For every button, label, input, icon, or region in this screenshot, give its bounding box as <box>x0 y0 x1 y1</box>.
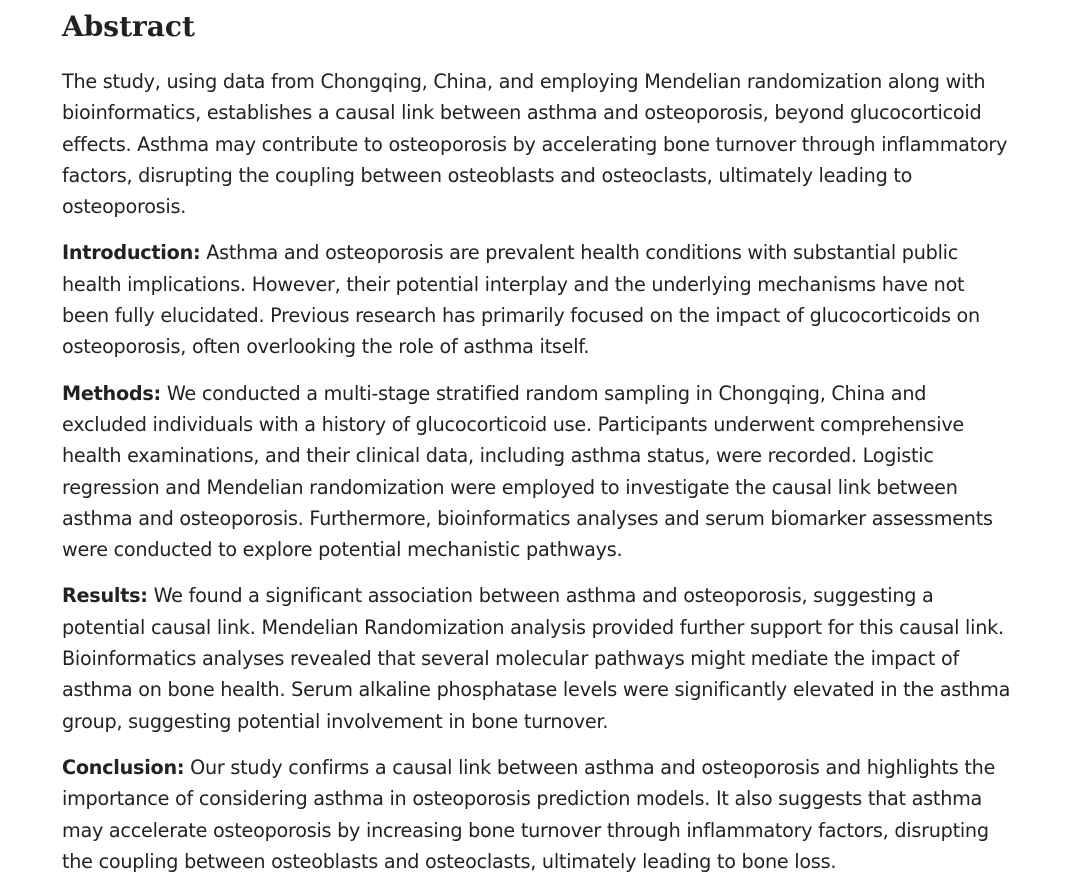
methods-paragraph <box>62 378 1012 566</box>
introduction-label: Introduction: <box>62 241 201 265</box>
conclusion-paragraph <box>62 752 1012 877</box>
abstract-heading: Abstract <box>62 10 195 43</box>
conclusion-label: Conclusion: <box>62 755 185 779</box>
abstract-summary: The study, using data from Chongqing, China, and employing Mendelian randomization along with bioinformatics, establishes a causal link between asthma and osteoporosis, beyond glucocorticoid effects. Asthma may contribute to osteoporosis by accelerating bone turnover through inflammatory factors, disrupting the coupling between osteoblasts and osteoclasts, ultimately leading to osteoporosis. <box>62 70 1008 219</box>
conclusion-text: Our study confirms a causal link between asthma and osteoporosis and highlights the importance of considering asthma in osteoporosis prediction models. It also suggests that asthma may accelerate osteoporosis by increasing bone turnover through inflammatory factors, disrupting the coupling between osteoblasts and osteoclasts, ultimately leading to bone loss. <box>62 755 996 873</box>
results-paragraph <box>62 580 1012 736</box>
introduction-text: Asthma and osteoporosis are prevalent health conditions with substantial public health implications. However, their potential interplay and the underlying mechanisms have not been fully elucidated. Previous research has primarily focused on the impact of glucocorticoids on osteoporosis, often overlooking the role of asthma itself. <box>62 241 980 359</box>
results-text: We found a significant association between asthma and osteoporosis, suggesting a potential causal link. Mendelian Randomization analysis provided further support for this causal link. Bioinformatics analyses revealed that several molecular pathways might mediate the impact of asthma on bone health. Serum alkaline phosphatase levels were significantly elevated in the asthma group, suggesting potential involvement in bone turnover. <box>62 584 1011 733</box>
introduction-paragraph <box>62 237 1012 362</box>
methods-label: Methods: <box>62 381 161 405</box>
results-label: Results: <box>62 584 148 608</box>
methods-text: We conducted a multi-stage stratified random sampling in Chongqing, China and excluded individuals with a history of glucocorticoid use. Participants underwent comprehensive health examinations, and their clinical data, including asthma status, were recorded. Logistic regression and Mendelian randomization were employed to investigate the causal link between asthma and osteoporosis. Furthermore, bioinformatics analyses and serum biomarker assessments were conducted to explore potential mechanistic pathways. <box>62 381 993 562</box>
abstract-section <box>62 0 1012 892</box>
